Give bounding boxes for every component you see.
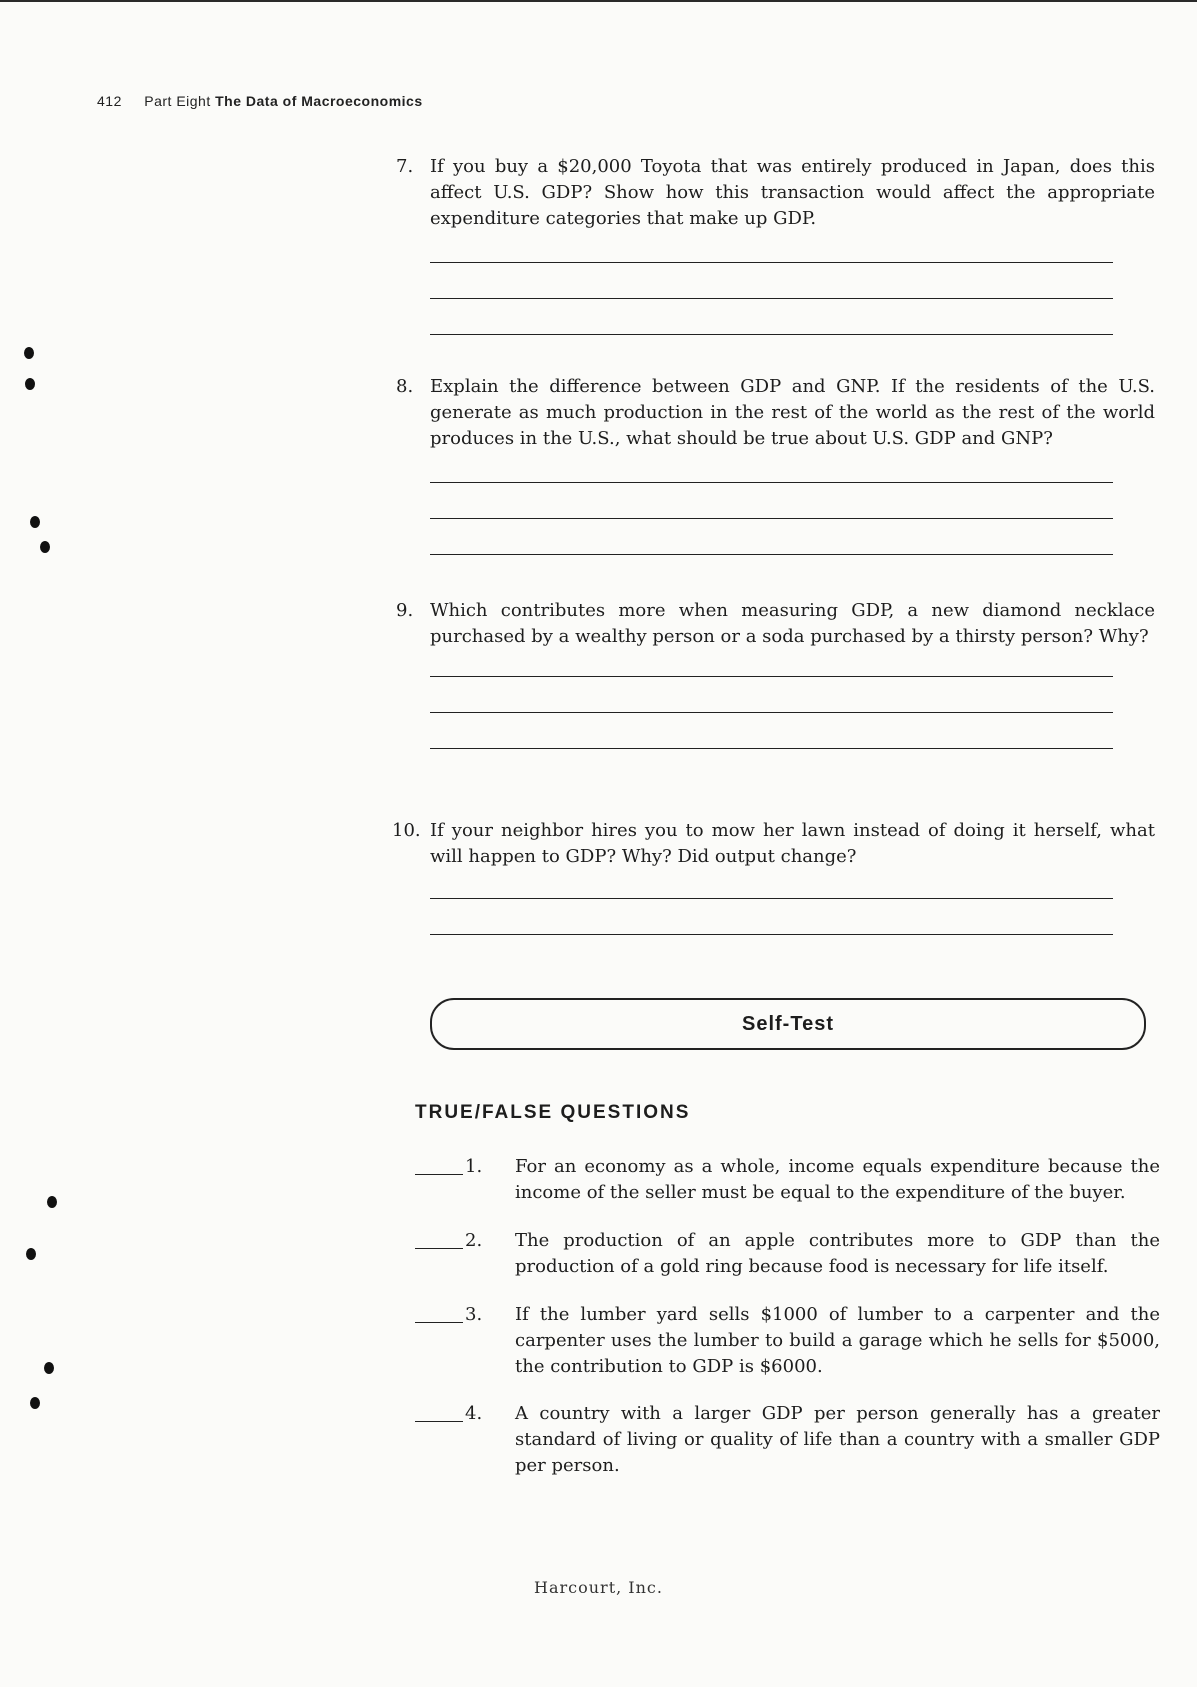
question-text: If your neighbor hires you to mow her lawn instead of doing it herself, what will happen to GDP? Why? Did output change? [430,820,1155,867]
tf-question-2 [415,1228,1160,1280]
punch-hole-icon [40,541,50,553]
answer-line[interactable] [430,262,1113,263]
punch-hole-icon [30,516,40,528]
answer-blank[interactable] [415,1401,463,1422]
answer-line[interactable] [430,748,1113,749]
answer-line[interactable] [430,934,1113,935]
answer-line[interactable] [430,554,1113,555]
page-header [97,93,423,109]
question-text: Which contributes more when measuring GDP, a new diamond necklace purchased by a wealthy person or a soda purchased by a thirsty person? Why? [430,600,1155,647]
tf-question-1 [415,1154,1160,1206]
question-8 [396,374,1155,555]
page-top-edge [0,0,1197,2]
section-title: The Data of Macroeconomics [215,93,423,109]
answer-line[interactable] [430,482,1113,483]
punch-hole-icon [24,347,34,359]
answer-line[interactable] [430,676,1113,677]
answer-line[interactable] [430,334,1113,335]
punch-hole-icon [44,1362,54,1374]
punch-hole-icon [30,1397,40,1409]
tf-text: The production of an apple contributes more to GDP than the production of a gold ring because food is necessary for life itself. [515,1230,1160,1277]
answer-blank[interactable] [415,1228,463,1249]
self-test-banner [430,998,1146,1050]
publisher-footer: Harcourt, Inc. [534,1578,663,1597]
answer-line[interactable] [430,898,1113,899]
question-7 [396,154,1155,335]
self-test-title: Self-Test [742,1012,834,1035]
answer-blank[interactable] [415,1302,463,1323]
question-number: 8. [396,376,414,397]
question-text: Explain the difference between GDP and GNP. If the residents of the U.S. generate as much production in the rest of the world as the rest of the world produces in the U.S., what should be true about U.S. GDP and GNP? [430,376,1155,449]
answer-blank[interactable] [415,1154,463,1175]
question-number: 7. [396,156,414,177]
tf-number: 4. [465,1403,483,1424]
tf-text: A country with a larger GDP per person generally has a greater standard of living or quality of life than a country with a smaller GDP per person. [515,1403,1160,1476]
punch-hole-icon [47,1196,57,1208]
punch-hole-icon [26,1248,36,1260]
question-text: If you buy a $20,000 Toyota that was entirely produced in Japan, does this affect U.S. GDP? Show how this transaction would affect the appropriate expenditure categories that make up GDP. [430,156,1155,229]
question-9 [396,598,1155,749]
true-false-heading: TRUE/FALSE QUESTIONS [415,1102,691,1123]
tf-number: 2. [465,1230,483,1251]
tf-text: For an economy as a whole, income equals expenditure because the income of the seller must be equal to the expenditure of the buyer. [515,1156,1160,1203]
question-number: 9. [396,600,414,621]
tf-question-4 [415,1401,1160,1479]
tf-number: 3. [465,1304,483,1325]
tf-question-3 [415,1302,1160,1380]
question-number: 10. [392,820,421,841]
question-10 [392,818,1155,935]
page-number: 412 [97,93,122,109]
part-label: Part Eight [144,93,211,109]
answer-line[interactable] [430,712,1113,713]
punch-hole-icon [25,378,35,390]
answer-line[interactable] [430,518,1113,519]
tf-text: If the lumber yard sells $1000 of lumber to a carpenter and the carpenter uses the lumber to build a garage which he sells for $5000, the contribution to GDP is $6000. [515,1304,1160,1377]
tf-number: 1. [465,1156,483,1177]
answer-line[interactable] [430,298,1113,299]
